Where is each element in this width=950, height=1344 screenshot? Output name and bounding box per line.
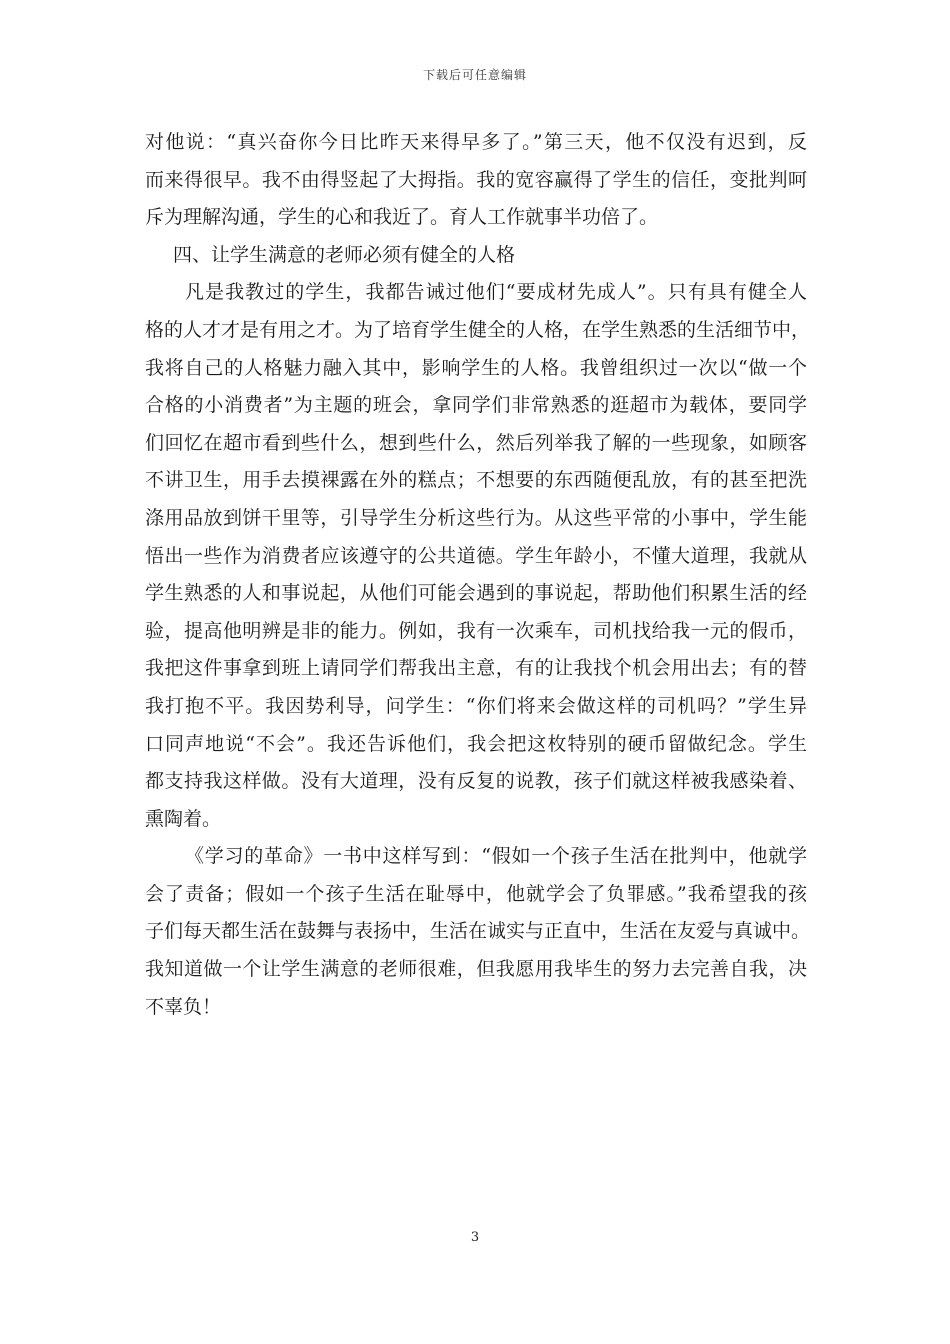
text-line: 而来得很早。我不由得竖起了大拇指。我的宽容赢得了学生的信任，变批判呵 <box>145 168 807 191</box>
text-line: 悟出一些作为消费者应该遵守的公共道德。学生年龄小，不懂大道理，我就从 <box>145 544 807 567</box>
text-line: 验，提高他明辨是非的能力。例如，我有一次乘车，司机找给我一元的假币， <box>145 619 807 642</box>
text-line: 我将自己的人格魅力融入其中，影响学生的人格。我曾组织过一次以“做一个 <box>145 356 807 379</box>
text-line: 不辜负！ <box>145 995 222 1018</box>
text-line: 凡是我教过的学生，我都告诫过他们“要成材先成人”。只有具有健全人 <box>185 281 807 304</box>
text-line: 会了责备；假如一个孩子生活在耻辱中，他就学会了负罪感。”我希望我的孩 <box>145 882 807 905</box>
text-line: 们回忆在超市看到些什么，想到些什么，然后列举我了解的一些现象，如顾客 <box>145 431 807 454</box>
page-number: 3 <box>470 1230 480 1245</box>
text-line: 格的人才才是有用之才。为了培育学生健全的人格，在学生熟悉的生活细节中， <box>145 318 811 341</box>
section-heading: 四、让学生满意的老师必须有健全的人格 <box>173 243 516 266</box>
text-line: 我把这件事拿到班上请同学们帮我出主意，有的让我找个机会用出去；有的替 <box>145 657 807 680</box>
text-line: 口同声地说“不会”。我还告诉他们，我会把这枚特别的硬币留做纪念。学生 <box>145 732 807 755</box>
text-line: 《学习的革命》一书中这样写到：“假如一个孩子生活在批判中，他就学 <box>185 845 807 868</box>
text-line: 对他说：“真兴奋你今日比昨天来得早多了。”第三天，他不仅没有迟到，反 <box>145 131 807 153</box>
text-line: 学生熟悉的人和事说起，从他们可能会遇到的事说起，帮助他们积累生活的经 <box>145 582 807 605</box>
text-line: 斥为理解沟通，学生的心和我近了。育人工作就事半功倍了。 <box>145 206 659 229</box>
page-header: 下载后可任意编辑 <box>422 68 527 82</box>
text-line: 涤用品放到饼干里等，引导学生分析这些行为。从这些平常的小事中，学生能 <box>145 506 807 529</box>
text-line: 我知道做一个让学生满意的老师很难，但我愿用我毕生的努力去完善自我，决 <box>145 958 807 981</box>
text-line: 我打抱不平。我因势利导，问学生：“你们将来会做这样的司机吗？”学生异 <box>145 694 807 717</box>
text-line: 都支持我这样做。没有大道理，没有反复的说教，孩子们就这样被我感染着、 <box>145 770 807 793</box>
text-line: 不讲卫生，用手去摸裸露在外的糕点；不想要的东西随便乱放，有的甚至把洗 <box>145 469 807 492</box>
text-line: 合格的小消费者”为主题的班会，拿同学们非常熟悉的逛超市为载体，要同学 <box>145 394 807 417</box>
text-line: 熏陶着。 <box>145 807 222 830</box>
text-line: 子们每天都生活在鼓舞与表扬中，生活在诚实与正直中，生活在友爱与真诚中。 <box>145 920 811 943</box>
document-body <box>145 124 811 1026</box>
